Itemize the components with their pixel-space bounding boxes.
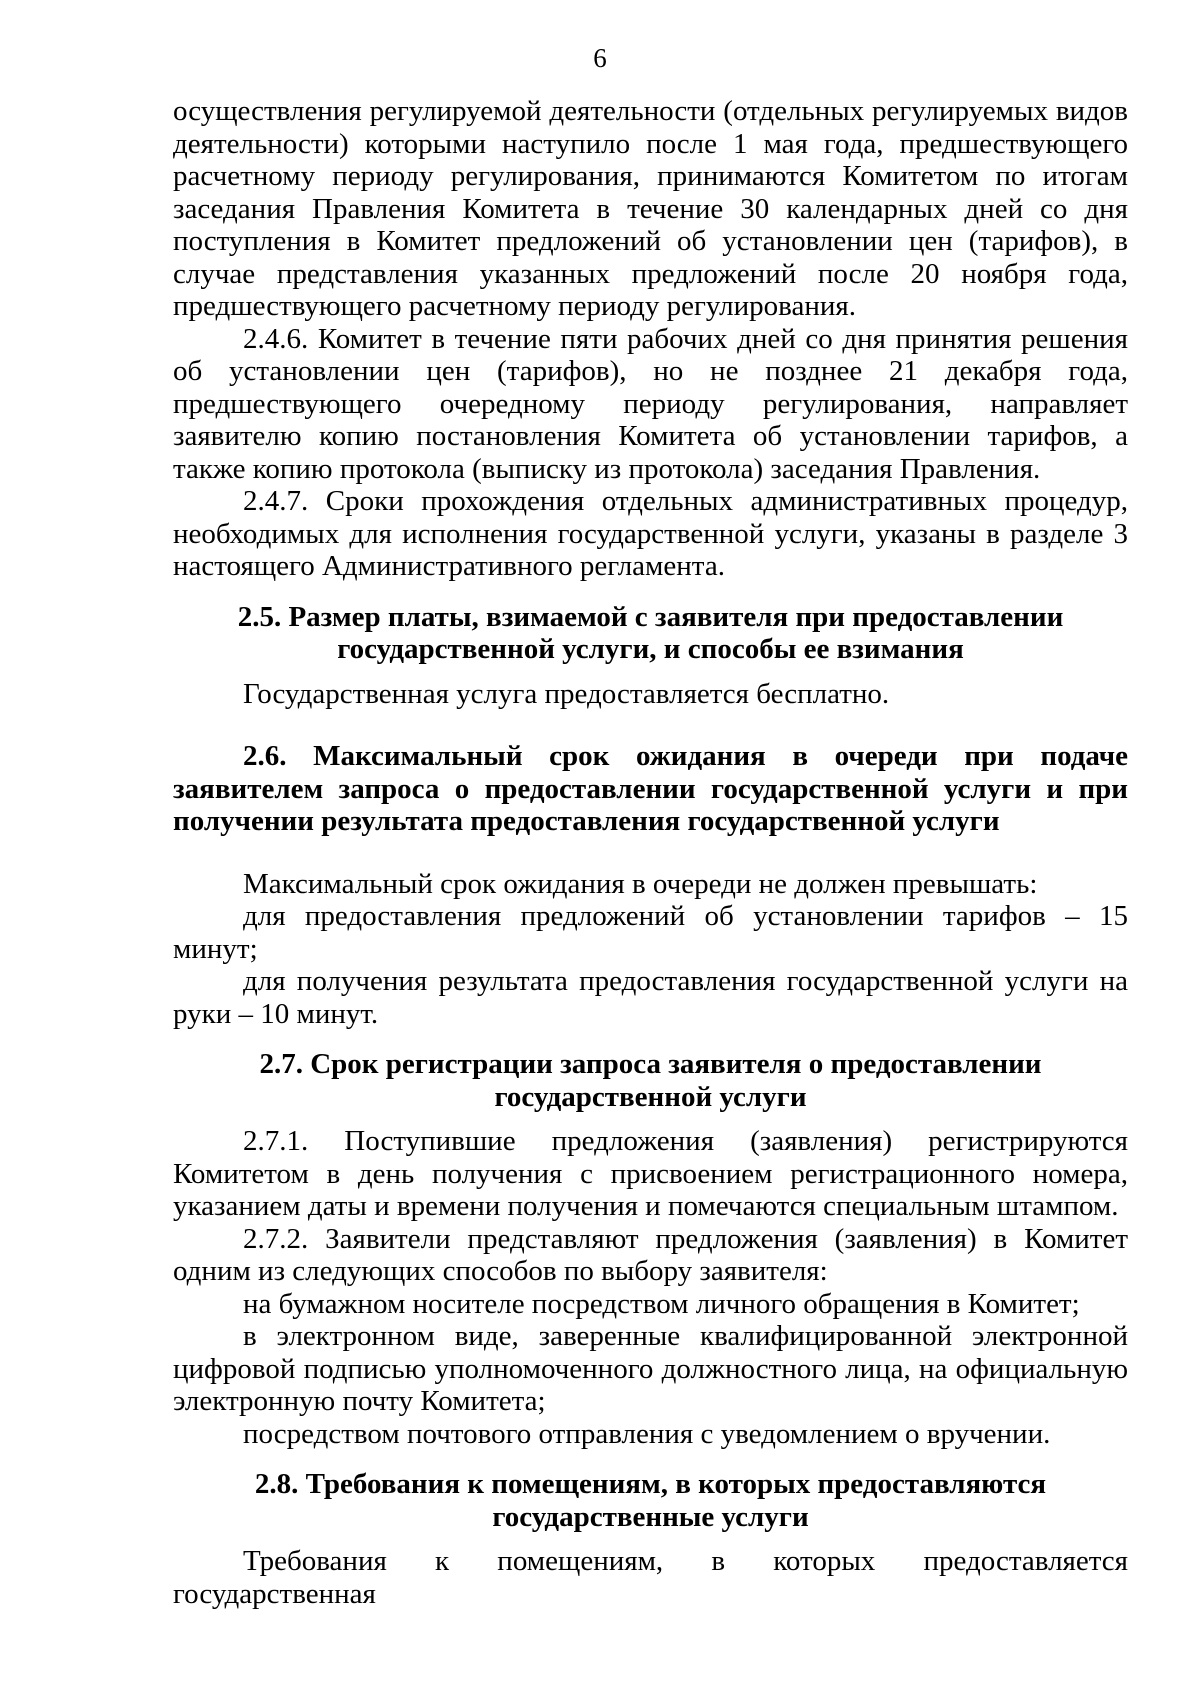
paragraph-2-6-a: Максимальный срок ожидания в очереди не должен превышать: [243, 867, 1038, 900]
heading-2-8-line1: 2.8. Требования к помещениям, в которых предоставляются [254, 1468, 1047, 1500]
page-number: 6 [593, 43, 607, 73]
heading-2-7-line1: 2.7. Срок регистрации запроса заявителя о предоставлении [259, 1048, 1042, 1080]
paragraph-2-8: Требования к помещениям, в которых предоставляется государственная [173, 1545, 1128, 1610]
paragraph-2-6-c: для получения результата предоставления государственной услуги на руки – 10 минут. [173, 965, 1128, 1030]
paragraph-2-4-7: 2.4.7. Сроки прохождения отдельных административных процедур, необходимых для исполнения государственной услуги, указаны в разделе 3 настоящего Административного регламента. [173, 485, 1128, 582]
paragraph-2-5: Государственная услуга предоставляется бесплатно. [243, 677, 890, 710]
heading-2-5-line1: 2.5. Размер платы, взимаемой с заявителя при предоставлении [237, 600, 1064, 633]
heading-2-7-line2: государственной услуги [494, 1080, 807, 1113]
list-item-post: посредством почтового отправления с уведомлением о вручении. [243, 1417, 1051, 1450]
heading-2-6: 2.6. Максимальный срок ожидания в очереди при подаче заявителем запроса о предоставлении государственной услуги и при получении результата предоставления государственной услуги [173, 740, 1128, 837]
document-body [173, 95, 1128, 1610]
list-item-electronic: в электронном виде, заверенные квалифицированной электронной цифровой подписью уполномоченного должностного лица, на официальную электронную почту Комитета; [173, 1320, 1128, 1417]
paragraph-2-7-1: 2.7.1. Поступившие предложения (заявления) регистрируются Комитетом в день получения с присвоением регистрационного номера, указанием даты и времени получения и помечаются специальным штампом. [173, 1125, 1128, 1222]
heading-2-8-line2: государственные услуги [492, 1500, 809, 1533]
list-item-paper: на бумажном носителе посредством личного обращения в Комитет; [243, 1287, 1080, 1320]
paragraph-2-6-b: для предоставления предложений об установлении тарифов – 15 минут; [173, 900, 1128, 965]
heading-2-5-line2: государственной услуги, и способы ее взимания [337, 633, 964, 665]
paragraph-2-4-6: 2.4.6. Комитет в течение пяти рабочих дней со дня принятия решения об установлении цен (тарифов), но не позднее 21 декабря года, предшествующего очередному периоду регулирования, направляет заявителю копию постановления Комитета об установлении тарифов, а также копию протокола (выписку из протокола) заседания Правления. [173, 322, 1128, 485]
paragraph-continuation: осуществления регулируемой деятельности (отдельных регулируемых видов деятельности) которыми наступило после 1 мая года, предшествующего расчетному периоду регулирования, принимаются Комитетом по итогам заседания Правления Комитета в течение 30 календарных дней со дня поступления в Комитет предложений об установлении цен (тарифов), в случае представления указанных предложений после 20 ноября года, предшествующего расчетному периоду регулирования. [173, 95, 1128, 322]
paragraph-2-7-2: 2.7.2. Заявители представляют предложения (заявления) в Комитет одним из следующих способов по выбору заявителя: [173, 1222, 1128, 1287]
